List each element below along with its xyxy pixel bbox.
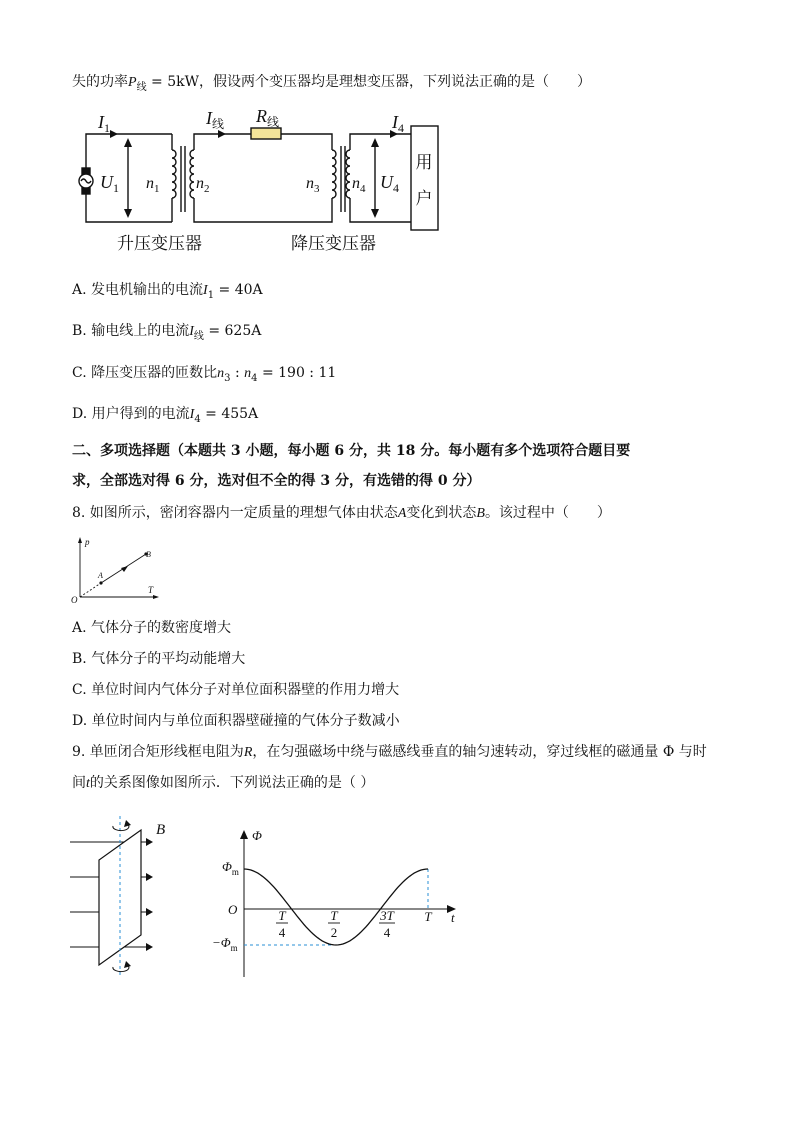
tick-half [328,908,340,940]
option-text: 单位时间内与单位面积器壁碰撞的气体分子数减小 [91,713,400,729]
svg-text:−Φm [212,935,238,953]
n4-label: n [352,175,360,192]
option-subscript: 3 [224,372,231,384]
u1-label: U [100,172,113,192]
option-letter: B. [72,651,87,667]
iline-subscript: 线 [212,117,225,131]
option-text: 气体分子的平均动能增大 [91,651,246,667]
time-axis-label: t [451,910,455,925]
option-text: 单位时间内气体分子对单位面积器壁的作用力增大 [91,682,400,698]
field-label: B [156,822,166,838]
tick-denominator: 2 [330,925,338,940]
tick-period: T [424,909,432,924]
n3-subscript: 3 [314,183,320,195]
i4-label: I [392,112,398,132]
point-a-label: A [98,571,103,580]
option-text: 输电线上的电流 [91,323,190,339]
q9-stem-text: 的关系图像如图所示．下列说法正确的是（ ） [89,775,375,791]
u1-subscript: 1 [113,181,119,195]
state-b: B [476,506,485,521]
time-symbol: t [86,776,90,791]
point-b-label: B [146,550,151,559]
section-heading: 二、多项选择题（本题共 3 小题，每小题 6 分，共 18 分。每小题有多个选项符合题目要 [72,443,631,459]
option-symbol: n [244,366,252,381]
option-letter: D. [72,406,88,422]
tick-numerator: T [330,908,338,923]
option-letter: B. [72,323,87,339]
tick-denominator: 4 [278,925,286,940]
i4-subscript: 4 [398,121,404,135]
tick-numerator: T [278,908,286,923]
power-subscript: 线 [136,81,147,93]
option-text: 用户得到的电流 [91,406,190,422]
option-value: = 455A [200,406,259,422]
i1-label: I [98,112,104,132]
phi-min-label: −Φ [212,935,231,950]
q8-stem-text: 变化到状态 [406,505,477,521]
option-letter: D. [72,713,88,729]
option-ratio-sep: : [230,365,245,381]
option-letter: C. [72,682,87,698]
option-subscript: 4 [251,372,258,384]
p-axis-label: p [85,537,90,547]
q9-stem-text: ，在匀强磁场中绕与磁感线垂直的轴匀速转动，穿过线框的磁通量 Φ 与时 [252,744,707,760]
option-symbol: n [217,366,225,381]
origin-label: O [228,902,238,917]
q9-stem-text: 9. 单匝闭合矩形线框电阻为 [72,744,244,760]
n2-label: n [196,175,204,192]
q8-stem-text: 。该过程中（ ） [484,505,611,521]
resistance-symbol: R [243,745,253,760]
n3-label: n [306,175,314,192]
option-value: = 625A [203,323,262,339]
section-heading-cont: 求，全部选对得 6 分，选对但不全的得 3 分，有选错的得 0 分） [72,473,481,489]
n4-subscript: 4 [360,183,366,195]
option-symbol: I [189,324,194,339]
rline-subscript: 线 [267,115,280,129]
origin-label: O [71,595,78,605]
q8-stem-text: 8. 如图所示，密闭容器内一定质量的理想气体由状态 [72,505,398,521]
t-axis-label: T [148,585,154,595]
power-symbol: P [128,75,137,90]
tick-numerator: 3T [380,908,394,923]
option-subscript: 4 [194,413,201,425]
step-up-label: 升压变压器 [117,234,202,254]
option-symbol: I [203,283,208,298]
i1-subscript: 1 [104,121,110,135]
state-a: A [397,506,407,521]
svg-text:Φm [222,859,239,877]
option-text: 降压变压器的匝数比 [91,365,218,381]
option-letter: C. [72,365,87,381]
tick-denominator: 4 [383,925,391,940]
option-value: = 40A [214,282,263,298]
option-subscript: 线 [193,330,204,342]
phi-axis-arrow-icon [240,830,248,839]
option-symbol: I [189,407,195,422]
option-subscript: 1 [207,289,215,301]
step-down-label: 降压变压器 [291,234,376,254]
iline-label: I [206,108,212,128]
u4-subscript: 4 [393,181,399,195]
tick-quarter [276,908,288,940]
user-label-2: 户 [415,189,433,209]
tick-three-quarter [379,908,395,940]
u4-label: U [380,172,393,192]
option-text: 发电机输出的电流 [91,282,204,298]
n1-subscript: 1 [154,183,160,195]
user-label-1: 用 [415,153,433,173]
option-text: 气体分子的数密度增大 [91,620,232,636]
power-value: = 5kW [146,74,199,90]
rline-label: R [256,106,267,126]
phi-max-label: Φ [222,859,232,874]
n2-subscript: 2 [204,183,210,195]
option-value: = 190 : 11 [257,365,337,381]
n1-label: n [146,175,154,192]
phi-min-subscript: m [230,943,238,953]
q9-stem-text: 间 [72,775,86,791]
option-letter: A. [72,282,87,298]
phi-max-subscript: m [231,867,239,877]
q7-intro-text: 失的功率 [72,74,128,90]
option-letter: A. [72,620,87,636]
phi-axis-label: Φ [252,828,262,843]
q7-intro-question: ，假设两个变压器均是理想变压器，下列说法正确的是（ ） [198,74,591,90]
